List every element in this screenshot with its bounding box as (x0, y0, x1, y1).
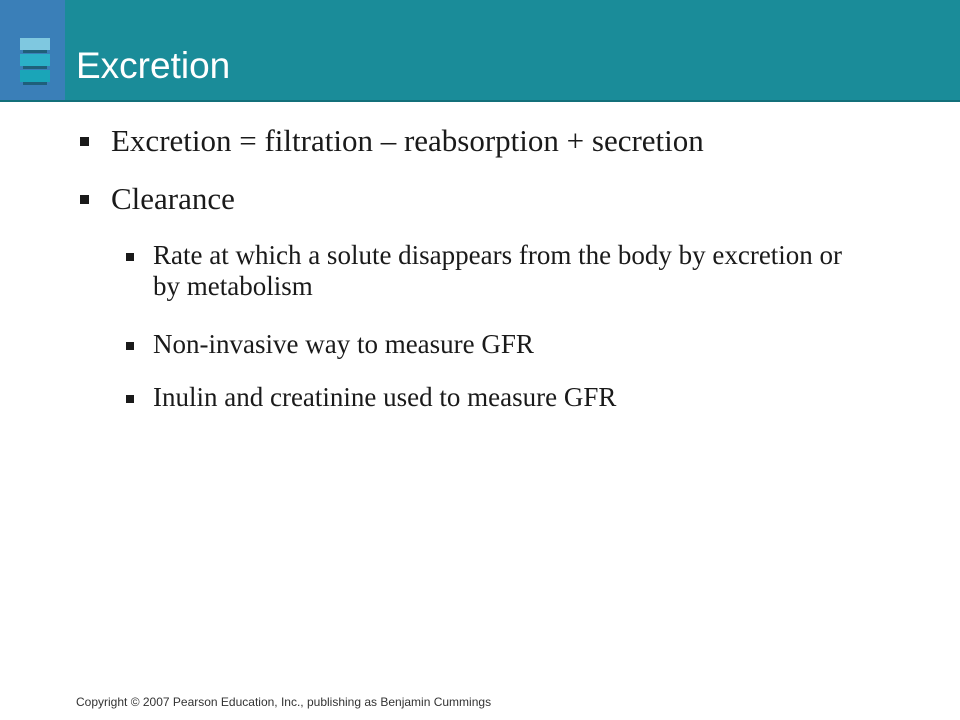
sub-bullet-2-icon (126, 342, 134, 350)
sub-bullet-1-text: Rate at which a solute disappears from the body by excretion or by metabolism (153, 240, 843, 302)
sub-bullet-3-icon (126, 395, 134, 403)
sub-bullet-3-text: Inulin and creatinine used to measure GFR (153, 382, 617, 412)
sub-bullet-2-text: Non-invasive way to measure GFR (153, 329, 534, 359)
sub-bullet-1-icon (126, 253, 134, 261)
copyright-footer: Copyright © 2007 Pearson Education, Inc., publishing as Benjamin Cummings (76, 695, 492, 709)
bullet-2-icon (80, 195, 89, 204)
bullet-1-text: Excretion = filtration – reabsorption + secretion (111, 123, 704, 158)
bullet-1-icon (80, 137, 89, 146)
slide-title: Excretion (76, 45, 231, 86)
bullet-2-text: Clearance (111, 181, 235, 216)
